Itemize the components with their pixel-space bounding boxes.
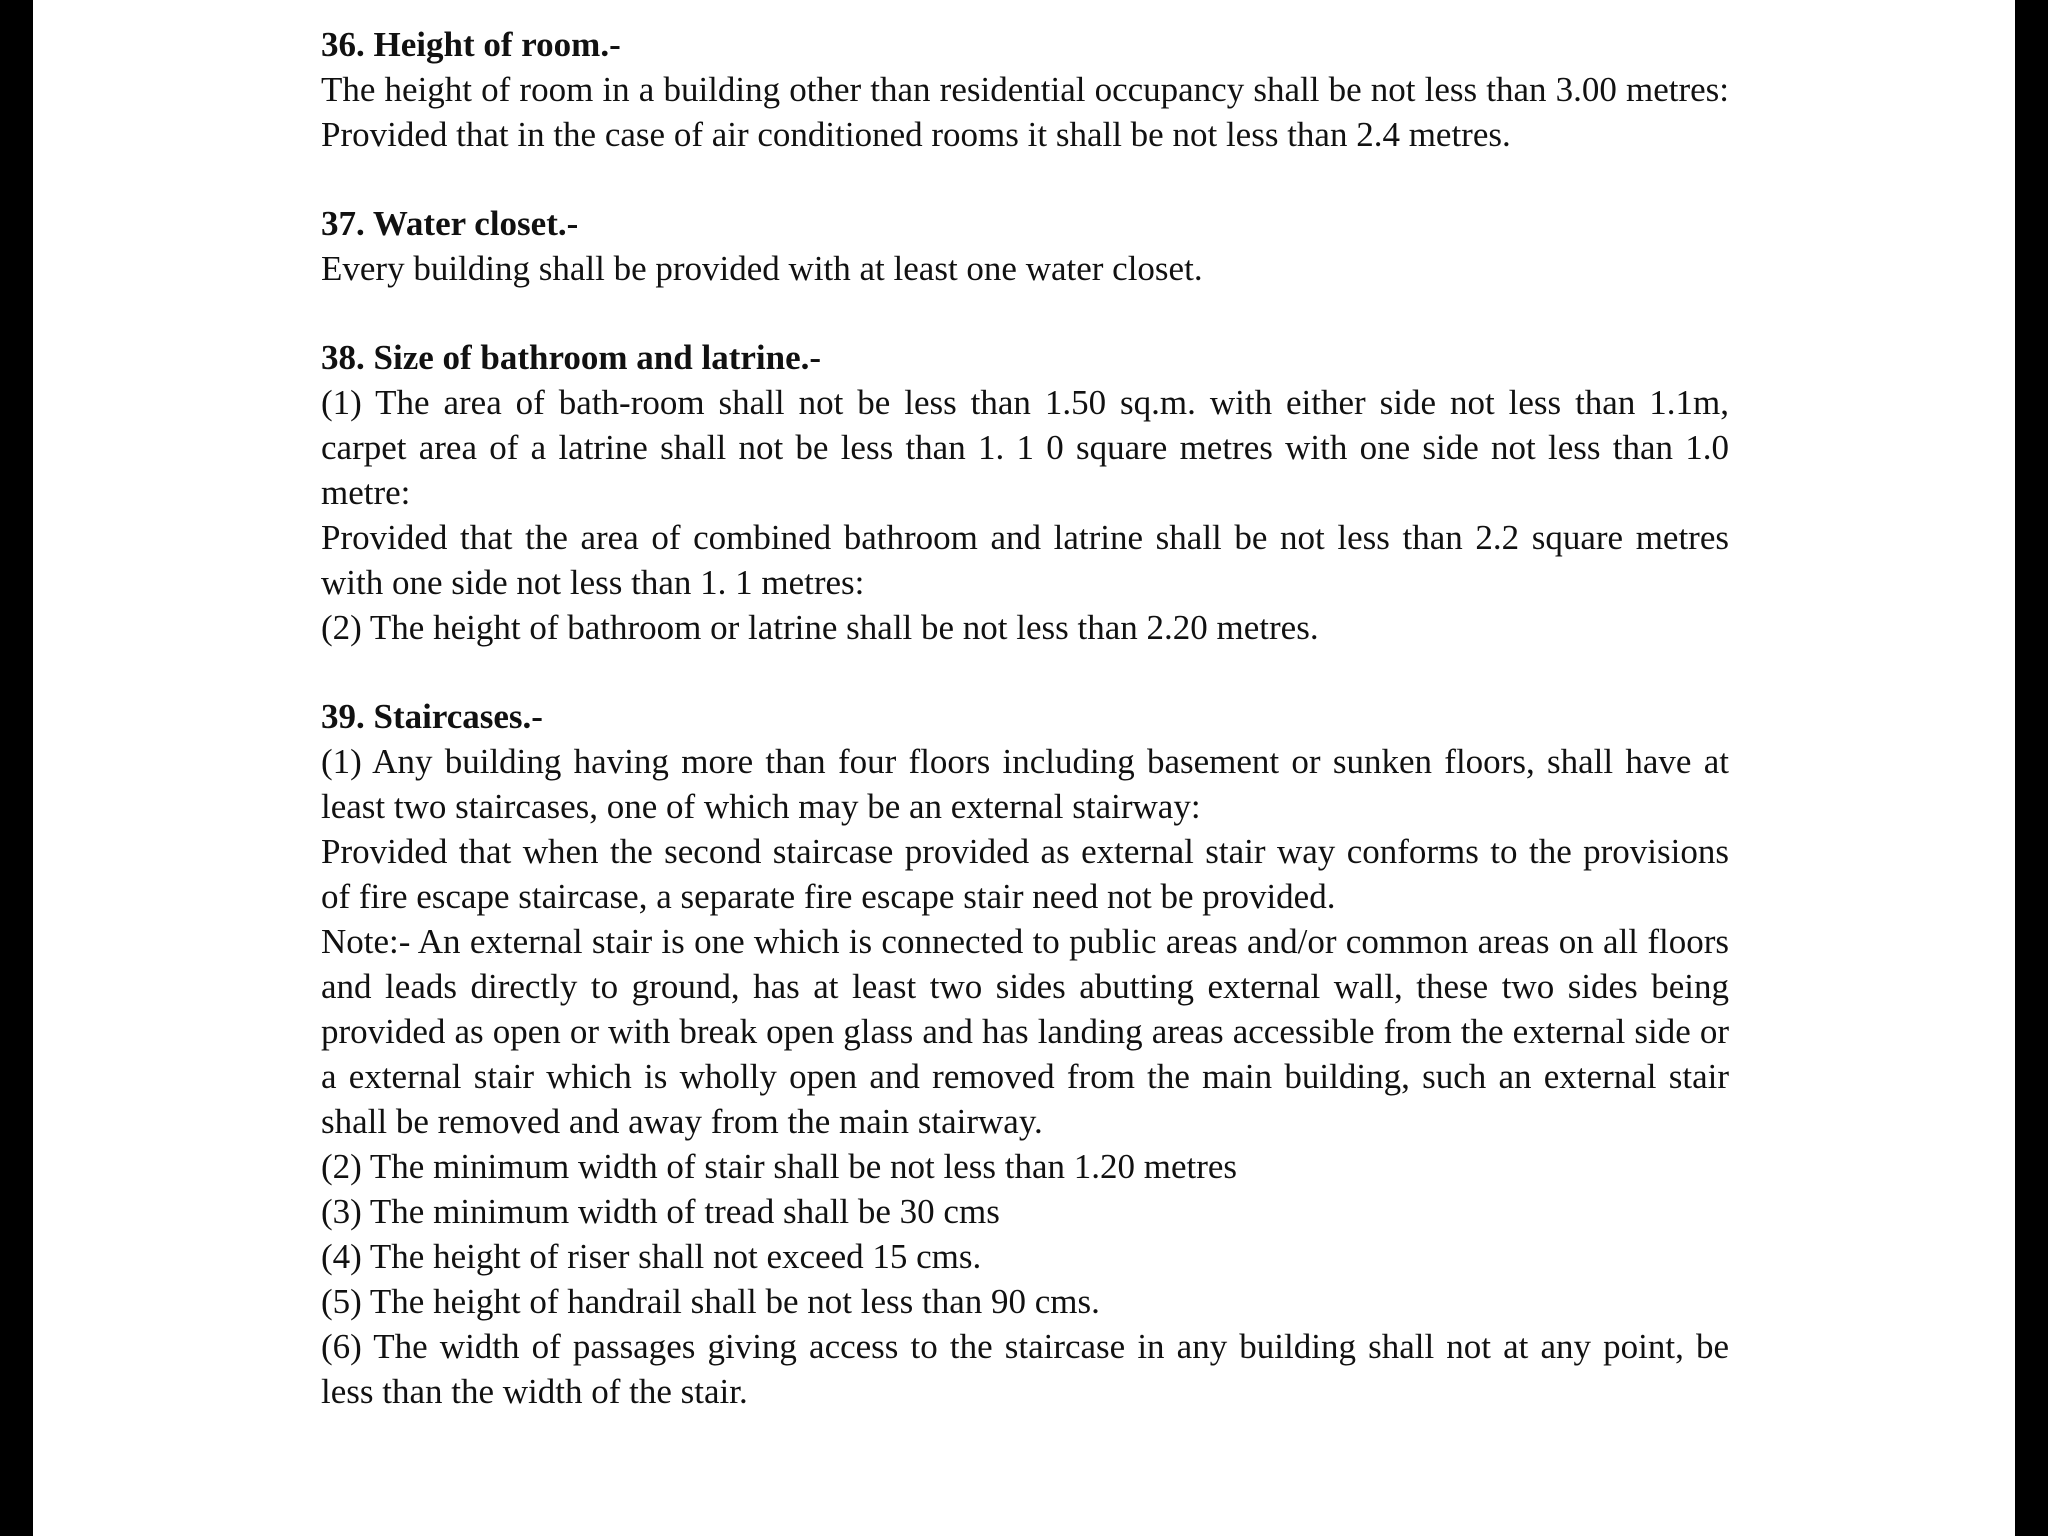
section-paragraph: (2) The height of bathroom or latrine shall be not less than 2.20 metres. bbox=[321, 608, 1319, 647]
section-paragraph: Provided that the area of combined bathroom and latrine shall be not less than 2.2 square metres with one side not less than 1. 1 metres: bbox=[321, 518, 1729, 602]
section-height-of-room bbox=[321, 22, 1729, 157]
section-heading: 38. Size of bathroom and latrine.- bbox=[321, 338, 822, 377]
section-paragraph: The height of room in a building other than residential occupancy shall be not less than 3.00 metres: Provided that in the case of air conditioned rooms it shall be not less than 2.4 metres. bbox=[321, 70, 1729, 154]
section-paragraph: Provided that when the second staircase provided as external stair way conforms to the provisions of fire escape staircase, a separate fire escape stair need not be provided. bbox=[321, 832, 1729, 916]
document-content bbox=[321, 22, 1729, 1414]
section-paragraph: (1) Any building having more than four floors including basement or sunken floors, shall have at least two staircases, one of which may be an external stairway: bbox=[321, 742, 1729, 826]
section-paragraph: Every building shall be provided with at least one water closet. bbox=[321, 249, 1203, 288]
document-page bbox=[33, 0, 2015, 1536]
section-note: Note:- An external stair is one which is connected to public areas and/or common areas on all floors and leads directly to ground, has at least two sides abutting external wall, these two sides being provided as open or with break open glass and has landing areas accessible from the external side or a external stair which is wholly open and removed from the main building, such an external stair shall be removed and away from the main stairway. bbox=[321, 922, 1729, 1141]
section-paragraph: (6) The width of passages giving access to the staircase in any building shall not at any point, be less than the width of the stair. bbox=[321, 1327, 1729, 1411]
section-staircases bbox=[321, 694, 1729, 1414]
section-paragraph: (1) The area of bath-room shall not be less than 1.50 sq.m. with either side not less than 1.1m, carpet area of a latrine shall not be less than 1. 1 0 square metres with one side not less than 1.0 metre: bbox=[321, 383, 1729, 512]
section-heading: 36. Height of room.- bbox=[321, 25, 621, 64]
section-bathroom-latrine bbox=[321, 335, 1729, 650]
section-paragraph: (5) The height of handrail shall be not less than 90 cms. bbox=[321, 1282, 1100, 1321]
section-water-closet bbox=[321, 201, 1729, 291]
section-paragraph: (2) The minimum width of stair shall be not less than 1.20 metres bbox=[321, 1147, 1238, 1186]
section-paragraph: (4) The height of riser shall not exceed 15 cms. bbox=[321, 1237, 982, 1276]
section-heading: 37. Water closet.- bbox=[321, 204, 579, 243]
section-paragraph: (3) The minimum width of tread shall be 30 cms bbox=[321, 1192, 1000, 1231]
section-heading: 39. Staircases.- bbox=[321, 697, 543, 736]
